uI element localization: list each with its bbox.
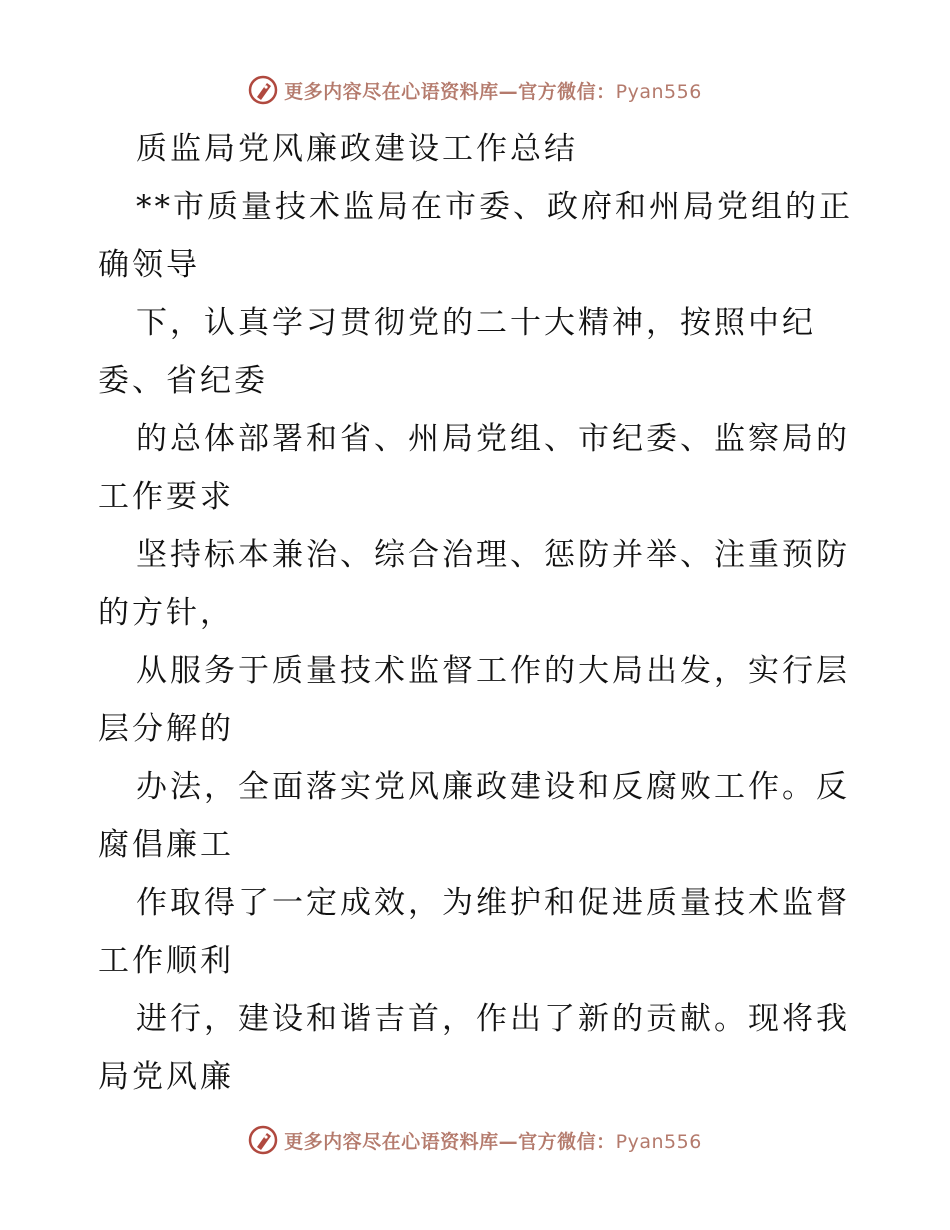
text-line: 的方针， xyxy=(98,595,234,631)
text-line: 局党风廉 xyxy=(98,1059,234,1095)
text-line: **市质量技术监局在市委、政府和州局党组的正 xyxy=(136,189,853,225)
text-line: 坚持标本兼治、综合治理、惩防并举、注重预防 xyxy=(136,537,850,573)
text-line: 下，认真学习贯彻党的二十大精神，按照中纪 xyxy=(136,305,816,341)
text-line: 工作顺利 xyxy=(98,943,234,979)
text-line: 办法，全面落实党风廉政建设和反腐败工作。反 xyxy=(136,769,850,805)
footer-watermark xyxy=(0,1120,950,1160)
text-line: 委、省纪委 xyxy=(98,363,268,399)
watermark-text: 更多内容尽在心语资料库—官方微信：Pyan556 xyxy=(284,80,702,103)
header-watermark xyxy=(0,70,950,110)
watermark-text: 更多内容尽在心语资料库—官方微信：Pyan556 xyxy=(284,1130,702,1153)
text-line: 进行，建设和谐吉首，作出了新的贡献。现将我 xyxy=(136,1001,850,1037)
text-line: 腐倡廉工 xyxy=(98,827,234,863)
text-line: 作取得了一定成效，为维护和促进质量技术监督 xyxy=(136,885,850,921)
text-line: 层分解的 xyxy=(98,711,234,747)
document-title: 质监局党风廉政建设工作总结 xyxy=(136,131,578,167)
text-line: 从服务于质量技术监督工作的大局出发，实行层 xyxy=(136,653,850,689)
pen-nib-circle-icon xyxy=(248,75,278,105)
text-line: 工作要求 xyxy=(98,479,234,515)
text-line: 的总体部署和省、州局党组、市纪委、监察局的 xyxy=(136,421,850,457)
text-line: 确领导 xyxy=(98,247,200,283)
document-body xyxy=(98,120,858,1106)
pen-nib-circle-icon xyxy=(248,1125,278,1155)
